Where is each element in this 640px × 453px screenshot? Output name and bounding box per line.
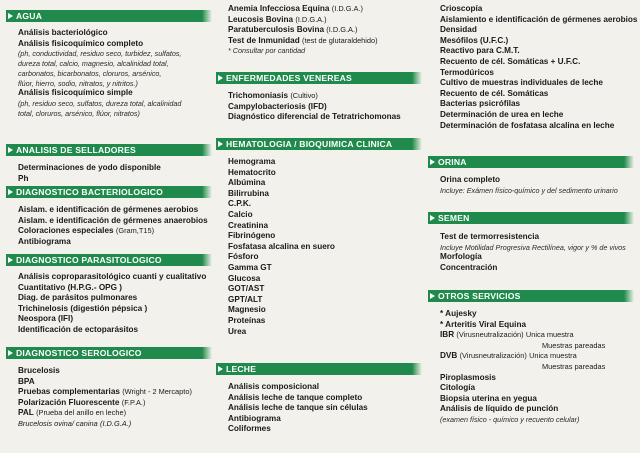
section-title: DIAGNOSTICO PARASITOLOGICO [16,255,162,265]
service-item: Trichomoniasis [228,91,289,100]
list-item [440,99,636,110]
list-item [440,78,636,89]
service-item: Diagnóstico diferencial de Tetratrichomonas [228,112,401,122]
section-header-hemato [216,138,412,150]
service-item: * Arteritis Viral Equina [440,319,526,329]
service-item: Densidad [440,25,477,35]
service-note: (Virusneutralización) [459,351,527,361]
arrow-marker-icon [430,293,435,299]
service-note: (I.D.G.A.) [326,25,358,35]
service-item: Trichinelosis (digestión pépsica ) [18,303,148,313]
list-item [228,327,412,338]
list-item [228,231,412,242]
service-item: Albúmina [228,178,266,188]
service-item: Fósforo [228,252,259,262]
section-title: HEMATOLOGIA / BIOQUIMICA CLINICA [226,139,393,149]
service-item: PAL [18,408,34,418]
section-title: ANALISIS DE SELLADORES [16,145,136,155]
list-item [228,252,412,263]
service-item: Magnesio [228,305,266,315]
service-item: Bacterias psicrófilas [440,99,521,109]
service-item: GPT/ALT [228,294,263,304]
list-item [228,199,412,210]
section-header-serologico [6,347,202,359]
list-item [228,210,412,221]
hemato-list [216,150,412,337]
service-detail: (ph, residuo seco, sulfatos, dureza total, alcalinidad [18,98,182,108]
section-parasitologico [6,254,207,336]
service-item: Análisis de líquido de punción [440,404,559,414]
service-item: BPA [18,376,35,386]
section-title: SEMEN [438,213,470,223]
service-detail: (ph, conductividad, residuo seco, turbidez, sulfatos, [18,49,182,59]
service-note: (Wright - 2 Mercapto) [122,387,192,397]
service-detail: Incluye Motilidad Progresiva Rectilínea, vigor y % de vivos [440,242,626,252]
list-item [440,36,636,47]
service-item: GOT/AST [228,284,265,294]
service-note: (Cultivo) [290,91,318,100]
service-option: Unica muestra [529,351,577,361]
service-option: Muestras pareadas [542,340,606,350]
service-note: (Virusneutralización) [456,330,524,340]
service-detail: (examen físico - químico y recuento celular) [440,414,580,424]
section-leche [216,363,412,435]
section-semen [428,212,624,274]
section-serologico [6,347,202,430]
service-item: Biopsia uterina en yegua [440,393,537,403]
service-detail: flúor, hierro, sodio, nitratos, y nitritos.) [18,78,138,88]
service-item: Cultivo de muestras individuales de leche [440,78,603,88]
list-item [228,316,412,327]
service-item: Hematocrito [228,167,276,177]
service-item: Antibiograma [18,236,71,246]
arrow-marker-icon [8,257,13,263]
section-header-leche [216,363,412,375]
service-note: (Gram,T15) [115,226,155,236]
service-item: Orina completo [440,175,501,184]
service-item: Termodúricos [440,67,494,77]
service-item: C.P.K. [228,199,252,209]
service-item: Identificación de ectoparásitos [18,324,139,334]
service-item: Análisis composicional [228,382,319,391]
service-item: Crioscopía [440,4,483,13]
arrow-marker-icon [218,366,223,372]
service-item: Antibiograma [228,413,281,423]
service-note: (I.D.G.A.) [331,4,363,13]
service-item: Bilirrubina [228,188,269,198]
arrow-marker-icon [430,159,435,165]
service-option: Unica muestra [525,330,574,340]
arrow-marker-icon [8,13,13,19]
list-item [440,89,636,100]
list-item [228,403,412,414]
service-item: Análisis leche de tanque sin células [228,403,368,413]
section-header-agua [6,10,202,22]
list-item [440,4,636,15]
service-item: Brucelosis [18,366,60,375]
service-item: Determinaciones de yodo disponible [18,163,161,172]
service-item: Concentración [440,262,498,272]
service-item: Morfología [440,252,482,262]
list-item [228,221,412,232]
arrow-marker-icon [218,141,223,147]
section-title: ORINA [438,157,467,167]
list-item [440,15,636,26]
service-item: * Aujesky [440,309,477,318]
service-note: (test de glutaraldehido) [302,35,378,45]
section-header-venereas [216,72,412,84]
service-note: (I.D.G.A.) [99,418,132,428]
service-item: Gamma GT [228,262,272,272]
service-item: Determinación de urea en leche [440,109,564,119]
service-item: Fosfatasa alcalina en suero [228,241,335,251]
section-title: AGUA [16,11,43,21]
service-item: Creatinina [228,220,269,230]
service-item: Diag. de parásitos pulmonares [18,293,138,303]
list-item [440,121,636,132]
section-leche-cont [428,4,636,131]
list-item [228,242,412,253]
service-item: Aislam. e identificación de gérmenes anaerobios [18,215,208,225]
list-item [228,274,412,285]
leche2-list [428,4,636,131]
service-option: Muestras pareadas [542,361,606,371]
section-header-parasitologico [6,254,202,266]
arrow-marker-icon [8,189,13,195]
service-item: Hemograma [228,157,276,166]
service-item: Test de Inmunidad [228,35,300,45]
arrow-marker-icon [430,215,435,221]
service-item: Aislamiento e identificación de gérmenes aerobios [440,14,638,24]
section-header-bacteriologico [6,186,202,198]
service-item: IBR [440,330,455,340]
service-item: Cuantitativo (H.P.G.- OPG ) [18,282,123,292]
service-item: Aislam. e identificación de gérmenes aerobios [18,205,199,214]
service-item: Reactivo para C.M.T. [440,46,520,56]
service-item: Análisis coproparasitológico cuanti y cualitativo [18,272,207,281]
service-item: Test de termorresistencia [440,232,540,241]
list-item [228,178,412,189]
section-title: OTROS SERVICIOS [438,291,521,301]
service-item: Pruebas complementarias [18,387,120,397]
service-item: Leucosis Bovina [228,14,294,24]
service-item: Neospora (IFI) [18,314,74,324]
section-agua [6,10,202,119]
arrow-marker-icon [8,350,13,356]
list-item [228,263,412,274]
list-item [228,424,412,435]
section-header-orina [428,156,624,168]
service-item: Coliformes [228,424,271,434]
section-venereas [216,72,412,123]
section-title: DIAGNOSTICO BACTERIOLOGICO [16,187,163,197]
note-text: * Consultar por cantidad [228,46,306,56]
list-item [440,46,636,57]
list-item [228,157,412,168]
list-item [228,295,412,306]
service-item: Piroplasmosis [440,372,496,382]
section-orina [428,156,624,195]
section-selladores [6,144,202,184]
section-header-otros [428,290,624,302]
service-note: (I.D.G.A.) [295,14,327,24]
service-item: Mesófilos (U.F.C.) [440,35,509,45]
service-item: Recuento de cél. Somáticas + U.F.C. [440,56,581,66]
list-item [440,68,636,79]
section-bacteriologico [6,186,208,247]
service-item: Determinación de fosfatasa alcalina en leche [440,120,615,130]
section-otros [428,290,624,425]
service-note: (Prueba del anillo en leche) [36,408,127,418]
service-item: Análisis bacteriológico [18,28,108,37]
service-item: Anemia Infecciosa Equina [228,4,330,13]
service-item: DVB [440,351,458,361]
list-item [440,25,636,36]
service-item: Análisis fisicoquímico completo [18,38,144,48]
service-item: Proteínas [228,315,266,325]
service-item: Calcio [228,209,253,219]
list-item [228,382,412,393]
service-item: Análisis fisicoquímico simple [18,88,133,98]
service-item: Fibrinógeno [228,231,276,241]
section-title: DIAGNOSTICO SEROLOGICO [16,348,142,358]
list-item [228,168,412,179]
service-item: Glucosa [228,273,261,283]
list-item [228,284,412,295]
section-header-selladores [6,144,202,156]
service-item: Citología [440,383,476,393]
service-item: Coloraciones especiales [18,226,114,236]
list-item [228,189,412,200]
section-hemato [216,138,412,337]
service-item: Paratuberculosis Bovina [228,25,325,35]
arrow-marker-icon [218,75,223,81]
service-item: Brucelosis ovina/ canina [18,418,98,428]
service-item: Polarización Fluorescente [18,397,120,407]
service-detail: dureza total, calcio, magnesio, alcalinidad total, [18,58,169,68]
section-header-semen [428,212,624,224]
list-item [228,414,412,425]
service-detail: carbonatos, bicarbonatos, cloruros, arsénico, [18,68,162,78]
list-item [440,110,636,121]
list-item [228,305,412,316]
section-serologico-cont [216,4,420,56]
service-detail: Incluye: Exámen físico-químico y del sedimento urinario [440,185,618,195]
service-item: Campylobacteriosis (IFD) [228,101,327,111]
service-note: (F.P.A.) [121,397,146,407]
leche-list [216,375,412,435]
service-detail: total, cloruros, arsénico, flúor, nitratos) [18,108,140,118]
list-item [440,57,636,68]
service-item: Análisis leche de tanque completo [228,392,363,402]
service-item: Ph [18,173,29,183]
arrow-marker-icon [8,147,13,153]
section-title: LECHE [226,364,257,374]
section-title: ENFERMEDADES VENEREAS [226,73,352,83]
service-item: Urea [228,326,247,336]
service-item: Recuento de cél. Somáticas [440,88,549,98]
list-item [228,393,412,404]
